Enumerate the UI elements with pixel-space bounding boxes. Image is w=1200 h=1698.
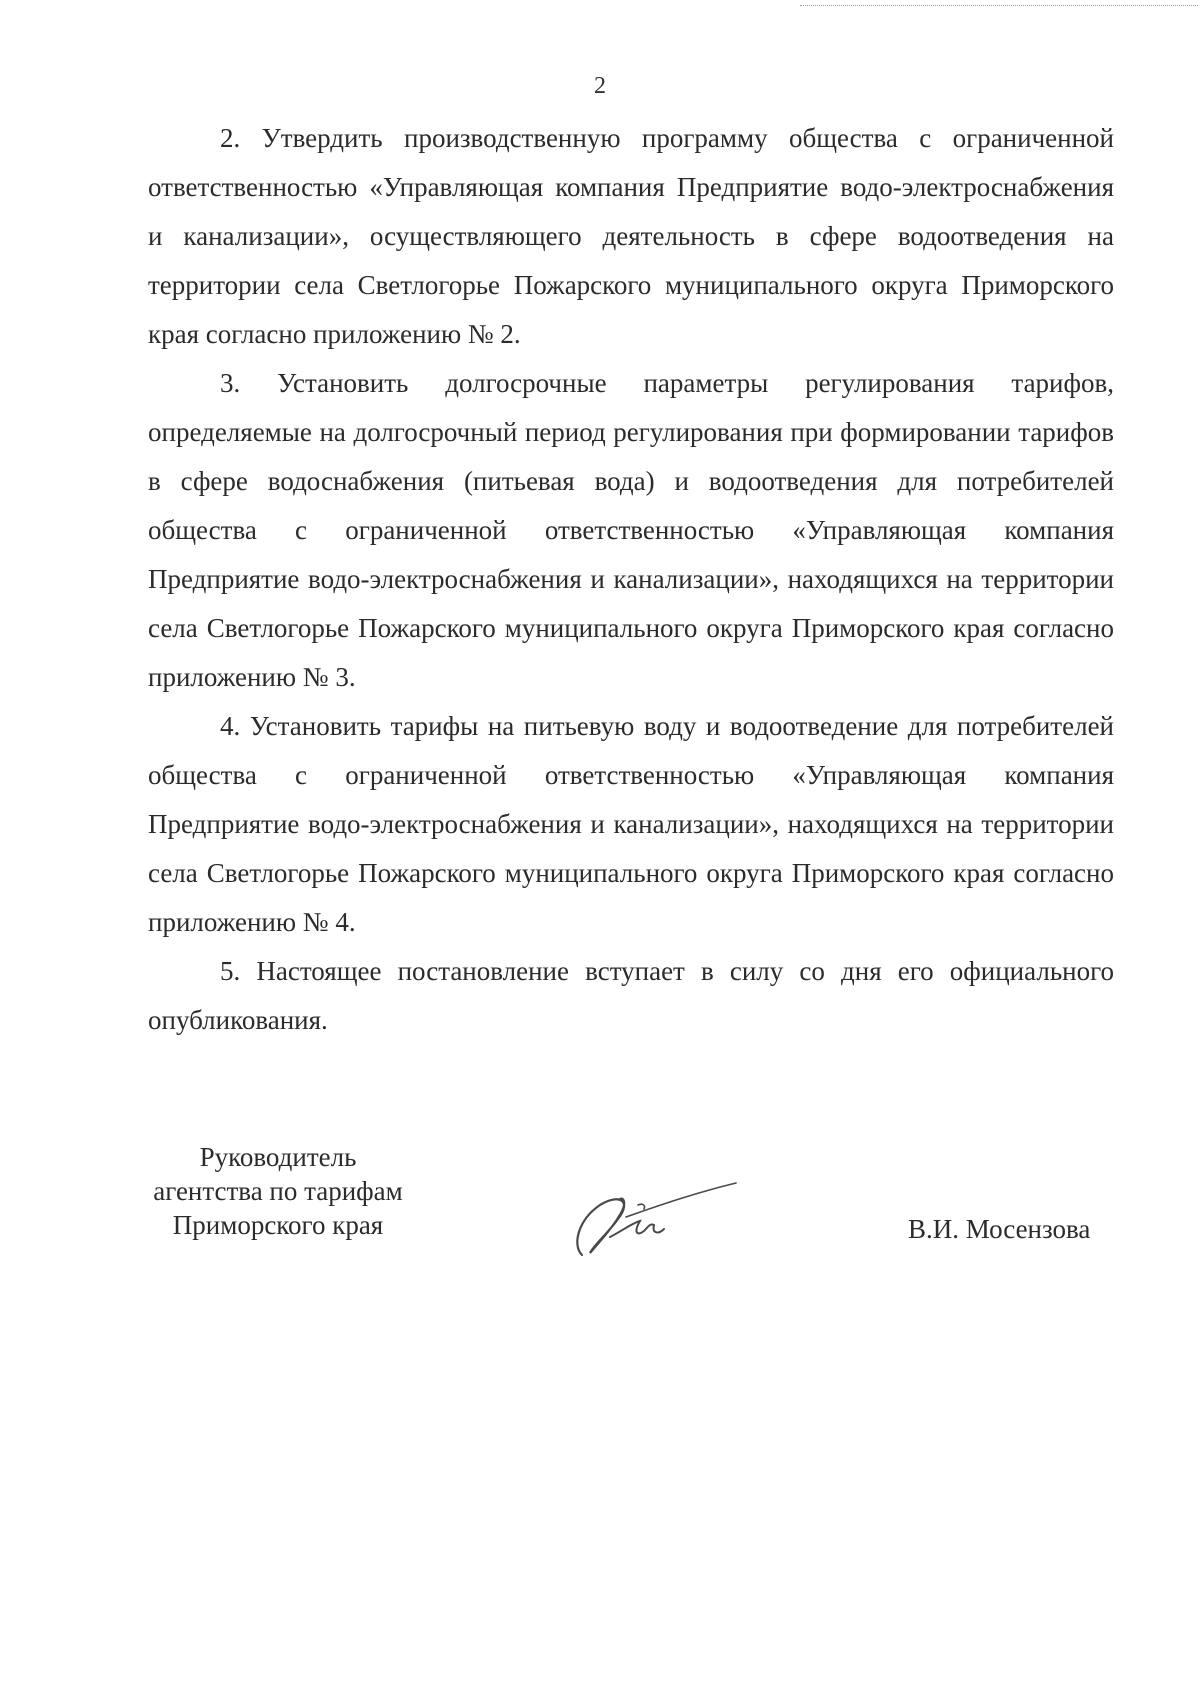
top-edge-rule bbox=[800, 5, 1198, 6]
signatory-title-line: агентства по тарифам bbox=[153, 1176, 403, 1206]
signatory-title-line: Руководитель bbox=[199, 1142, 357, 1172]
document-body bbox=[148, 114, 1114, 1045]
signatory-title bbox=[128, 1140, 428, 1242]
signatory-name: В.И. Мосензова bbox=[908, 1214, 1091, 1244]
paragraph-4: 4. Установить тарифы на питьевую воду и водоотведение для потребителей общества с ограниченной ответственностью «Управляющая компания Предприятие водо-электроснабжения и канализации», находящихся на территории села Светлогорье Пожарского муниципального округа Приморского края согласно приложению № 4. bbox=[148, 711, 1114, 937]
paragraph-2: 2. Утвердить производственную программу общества с ограниченной ответственностью «Управляющая компания Предприятие водо-электроснабжения и канализации», осуществляющего деятельность в сфере водоотведения на территории села Светлогорье Пожарского муниципального округа Приморского края согласно приложению № 2. bbox=[148, 123, 1114, 349]
handwritten-signature bbox=[570, 1175, 740, 1265]
page-number: 2 bbox=[594, 73, 606, 99]
signatory-title-line: Приморского края bbox=[172, 1210, 384, 1240]
paragraph-5: 5. Настоящее постановление вступает в силу со дня его официального опубликования. bbox=[148, 956, 1114, 1035]
paragraph-3: 3. Установить долгосрочные параметры регулирования тарифов, определяемые на долгосрочный период регулирования при формировании тарифов в сфере водоснабжения (питьевая вода) и водоотведения для потребителей общества с ограниченной ответственностью «Управляющая компания Предприятие водо-электроснабжения и канализации», находящихся на территории села Светлогорье Пожарского муниципального округа Приморского края согласно приложению № 3. bbox=[148, 368, 1114, 692]
